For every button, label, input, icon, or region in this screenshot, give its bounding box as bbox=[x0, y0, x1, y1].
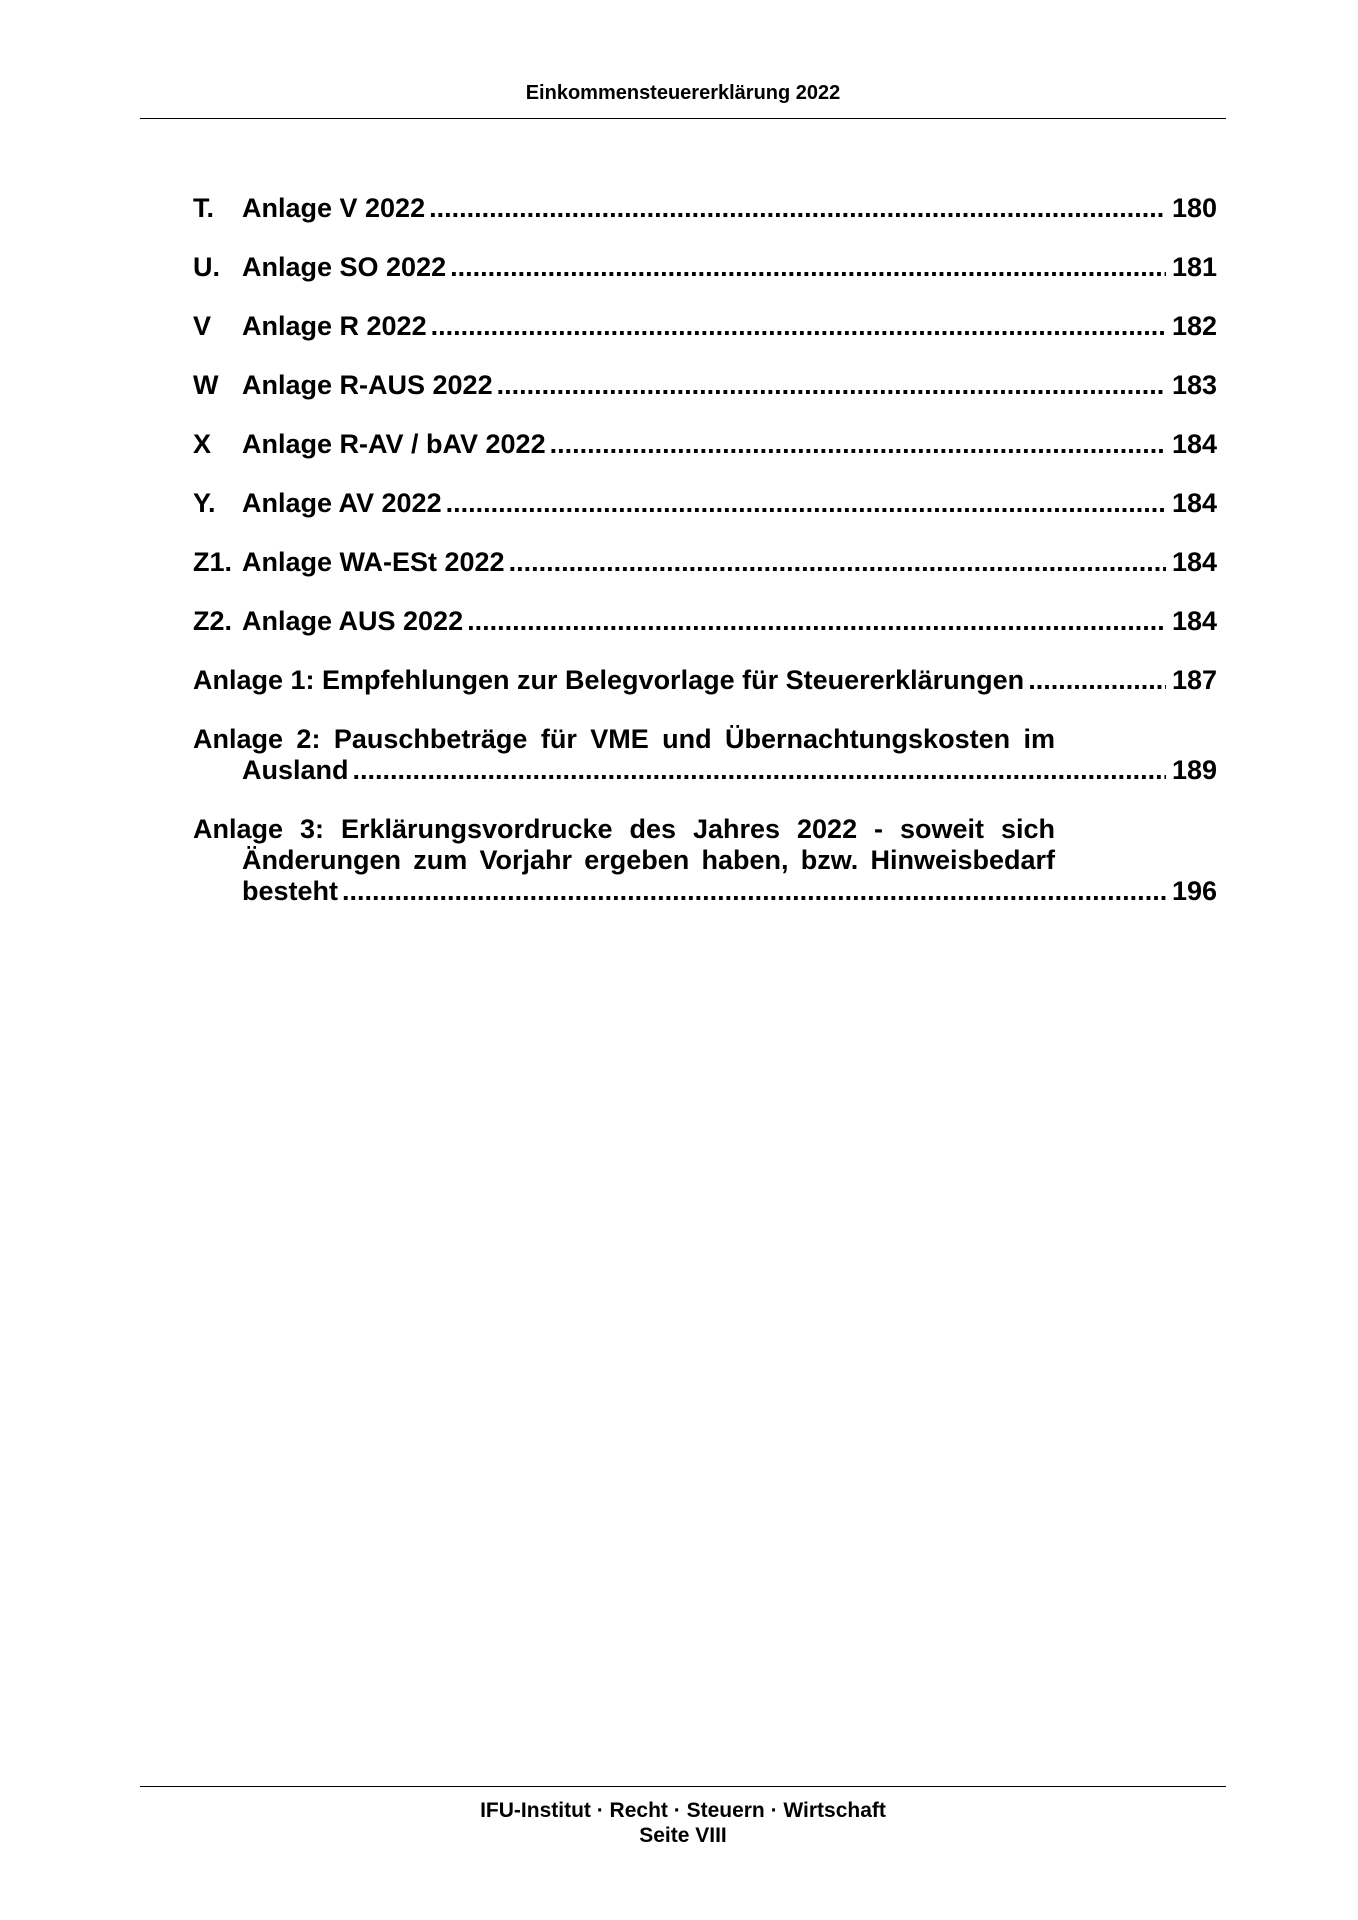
toc-entry-page: 180 bbox=[1171, 193, 1217, 223]
toc-entry-title: Anlage R-AV / bAV 2022 bbox=[242, 429, 546, 459]
toc-entry-letter: X bbox=[193, 429, 212, 459]
toc-entry-title: Anlage SO 2022 bbox=[242, 252, 447, 282]
toc-entry-t[interactable] bbox=[193, 193, 1217, 224]
toc-leader-dots bbox=[446, 488, 1166, 519]
toc-entry-anlage-1[interactable] bbox=[193, 665, 1217, 696]
toc-entry-title: Anlage WA-ESt 2022 bbox=[242, 547, 505, 577]
toc-entry-w[interactable] bbox=[193, 370, 1217, 401]
toc-entry-title: Anlage R 2022 bbox=[242, 311, 427, 341]
toc-entry-letter: Z1. bbox=[193, 547, 233, 577]
footer-divider bbox=[140, 1786, 1226, 1787]
toc-entry-title-line: besteht bbox=[242, 876, 339, 906]
footer-publisher: IFU-Institut · Recht · Steuern · Wirtschaft bbox=[480, 1799, 886, 1822]
toc-entry-title-line: Anlage 3: Erklärungsvordrucke des Jahres 2022 - soweit sich bbox=[193, 814, 1055, 844]
toc-entry-page: 184 bbox=[1171, 547, 1217, 577]
toc-entry-page: 187 bbox=[1171, 665, 1217, 695]
toc-entry-anlage-3[interactable] bbox=[193, 814, 1217, 907]
toc-entry-z2[interactable] bbox=[193, 606, 1217, 637]
toc-entry-letter: U. bbox=[193, 252, 220, 282]
table-of-contents bbox=[193, 193, 1217, 935]
page-header-title: Einkommensteuererklärung 2022 bbox=[525, 82, 841, 104]
header-divider bbox=[140, 118, 1226, 119]
toc-entry-title-line: Änderungen zum Vorjahr ergeben haben, bzw. Hinweisbedarf bbox=[242, 845, 1055, 875]
toc-entry-page: 182 bbox=[1171, 311, 1217, 341]
toc-entry-title: Anlage AUS 2022 bbox=[242, 606, 464, 636]
toc-entry-y[interactable] bbox=[193, 488, 1217, 519]
toc-leader-dots bbox=[353, 755, 1166, 786]
toc-entry-page: 184 bbox=[1171, 429, 1217, 459]
toc-entry-title-line: Anlage 2: Pauschbeträge für VME und Übernachtungskosten im bbox=[193, 724, 1055, 754]
toc-entry-anlage-2[interactable] bbox=[193, 724, 1217, 786]
toc-entry-title-line: Ausland bbox=[242, 755, 349, 785]
toc-leader-dots bbox=[431, 311, 1166, 342]
toc-entry-letter: Z2. bbox=[193, 606, 233, 636]
toc-leader-dots bbox=[429, 193, 1166, 224]
toc-entry-page: 189 bbox=[1171, 755, 1217, 785]
toc-entry-title: Anlage AV 2022 bbox=[242, 488, 442, 518]
toc-leader-dots bbox=[467, 606, 1166, 637]
toc-entry-page: 196 bbox=[1171, 876, 1217, 906]
toc-entry-v[interactable] bbox=[193, 311, 1217, 342]
toc-leader-dots bbox=[342, 876, 1166, 907]
toc-entry-u[interactable] bbox=[193, 252, 1217, 283]
toc-leader-dots bbox=[1028, 665, 1166, 696]
toc-leader-dots bbox=[509, 547, 1166, 578]
toc-entry-x[interactable] bbox=[193, 429, 1217, 460]
toc-entry-letter: V bbox=[193, 311, 212, 341]
toc-leader-dots bbox=[450, 252, 1166, 283]
toc-entry-page: 184 bbox=[1171, 488, 1217, 518]
toc-entry-page: 183 bbox=[1171, 370, 1217, 400]
toc-entry-title: Anlage R-AUS 2022 bbox=[242, 370, 493, 400]
toc-entry-letter: Y. bbox=[193, 488, 216, 518]
toc-leader-dots bbox=[550, 429, 1166, 460]
footer-page-number: Seite VIII bbox=[639, 1824, 727, 1847]
toc-entry-title: Anlage V 2022 bbox=[242, 193, 426, 223]
toc-entry-letter: W bbox=[193, 370, 219, 400]
toc-entry-z1[interactable] bbox=[193, 547, 1217, 578]
toc-entry-page: 184 bbox=[1171, 606, 1217, 636]
toc-entry-title: Anlage 1: Empfehlungen zur Belegvorlage für Steuererklärungen bbox=[193, 665, 1025, 695]
toc-leader-dots bbox=[497, 370, 1166, 401]
toc-entry-letter: T. bbox=[193, 193, 215, 223]
toc-entry-page: 181 bbox=[1171, 252, 1217, 282]
